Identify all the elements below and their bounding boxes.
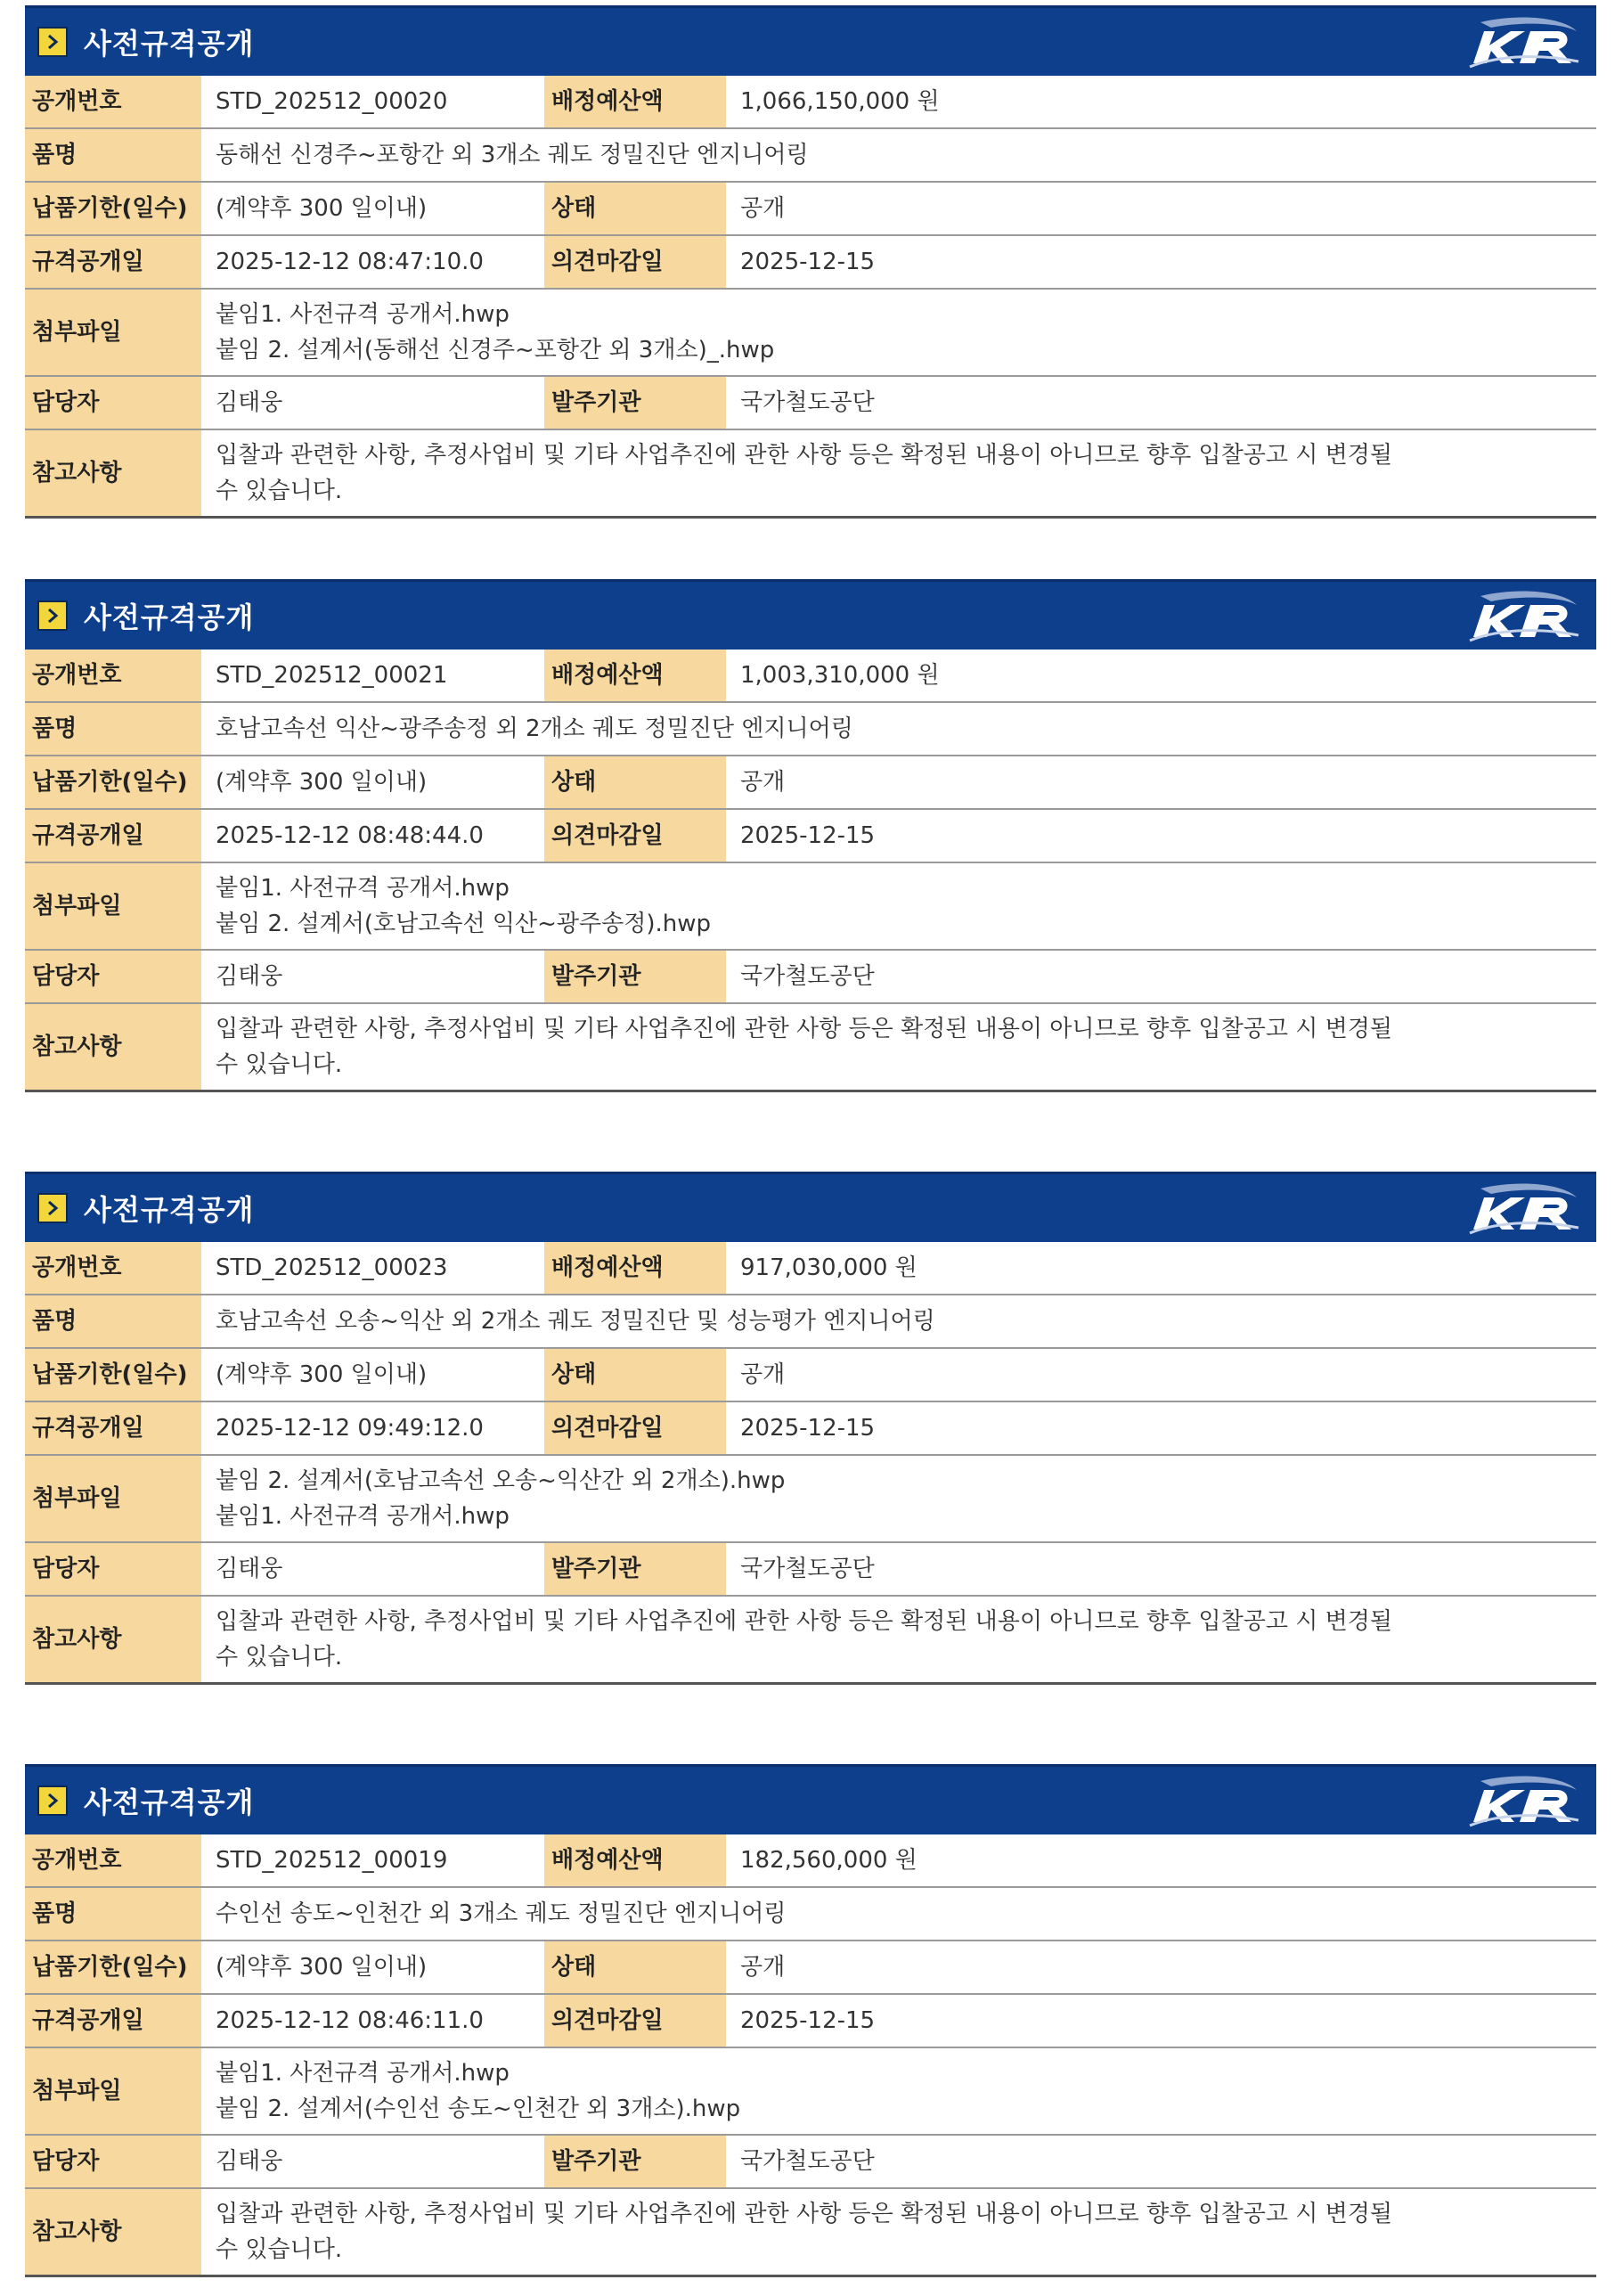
value-opinion-date: 2025-12-15 xyxy=(726,235,1596,289)
note-line: 입찰과 관련한 사항, 추정사업비 및 기타 사업추진에 관한 사항 등은 확정된 내용이 아니므로 향후 입찰공고 시 변경될 xyxy=(216,1016,1392,1042)
value-opinion-date: 2025-12-15 xyxy=(726,809,1596,862)
value-manager: 김태웅 xyxy=(201,1542,544,1596)
label-open-date: 규격공개일 xyxy=(25,235,201,289)
value-no: STD_202512_00020 xyxy=(201,76,544,128)
label-no: 공개번호 xyxy=(25,1834,201,1887)
attachment-link[interactable]: 붙임1. 사전규격 공개서.hwp xyxy=(216,2060,510,2087)
value-deadline: (계약후 300 일이내) xyxy=(201,1941,544,1994)
label-note: 참고사항 xyxy=(25,2188,201,2276)
value-status: 공개 xyxy=(726,182,1596,235)
label-agency: 발주기관 xyxy=(544,376,726,429)
note-line: 수 있습니다. xyxy=(216,478,343,504)
label-budget: 배정예산액 xyxy=(544,1834,726,1887)
card-title: 사전규격공개 xyxy=(84,1785,255,1819)
value-open-date: 2025-12-12 08:46:11.0 xyxy=(201,1994,544,2047)
value-budget: 917,030,000 원 xyxy=(726,1242,1596,1295)
value-agency: 국가철도공단 xyxy=(726,950,1596,1003)
note-line: 수 있습니다. xyxy=(216,1051,343,1078)
chevron-right-icon xyxy=(37,1193,68,1223)
label-budget: 배정예산액 xyxy=(544,1242,726,1295)
value-status: 공개 xyxy=(726,1941,1596,1994)
label-open-date: 규격공개일 xyxy=(25,1401,201,1455)
spec-card xyxy=(25,1172,1596,1685)
chevron-right-icon xyxy=(37,601,68,631)
label-manager: 담당자 xyxy=(25,2135,201,2188)
value-status: 공개 xyxy=(726,756,1596,809)
label-agency: 발주기관 xyxy=(544,950,726,1003)
label-opinion-date: 의견마감일 xyxy=(544,235,726,289)
note-line: 입찰과 관련한 사항, 추정사업비 및 기타 사업추진에 관한 사항 등은 확정된 내용이 아니므로 향후 입찰공고 시 변경될 xyxy=(216,442,1392,469)
value-budget: 182,560,000 원 xyxy=(726,1834,1596,1887)
card-header xyxy=(25,1172,1596,1242)
value-deadline: (계약후 300 일이내) xyxy=(201,756,544,809)
value-open-date: 2025-12-12 08:48:44.0 xyxy=(201,809,544,862)
spec-table xyxy=(25,76,1596,519)
spec-card xyxy=(25,1764,1596,2277)
label-deadline: 납품기한(일수) xyxy=(25,1348,201,1401)
label-budget: 배정예산액 xyxy=(544,76,726,128)
note-line: 입찰과 관련한 사항, 추정사업비 및 기타 사업추진에 관한 사항 등은 확정된 내용이 아니므로 향후 입찰공고 시 변경될 xyxy=(216,2201,1392,2227)
label-open-date: 규격공개일 xyxy=(25,809,201,862)
spec-table xyxy=(25,650,1596,1092)
card-header xyxy=(25,5,1596,76)
label-no: 공개번호 xyxy=(25,1242,201,1295)
label-attach: 첨부파일 xyxy=(25,289,201,376)
value-status: 공개 xyxy=(726,1348,1596,1401)
value-manager: 김태웅 xyxy=(201,2135,544,2188)
label-item: 품명 xyxy=(25,128,201,182)
note-line: 수 있습니다. xyxy=(216,1644,343,1671)
label-item: 품명 xyxy=(25,702,201,756)
kr-logo-icon xyxy=(1464,15,1580,69)
kr-logo-icon xyxy=(1464,589,1580,642)
value-agency: 국가철도공단 xyxy=(726,376,1596,429)
card-title: 사전규격공개 xyxy=(84,601,255,634)
attachment-list xyxy=(201,1455,1596,1542)
label-opinion-date: 의견마감일 xyxy=(544,809,726,862)
value-no: STD_202512_00019 xyxy=(201,1834,544,1887)
label-note: 참고사항 xyxy=(25,1596,201,1684)
attachment-link[interactable]: 붙임1. 사전규격 공개서.hwp xyxy=(216,1503,510,1530)
attachment-link[interactable]: 붙임 2. 설계서(호남고속선 오송~익산간 외 2개소).hwp xyxy=(216,1467,786,1494)
label-note: 참고사항 xyxy=(25,1003,201,1091)
card-header xyxy=(25,579,1596,650)
attachment-list xyxy=(201,289,1596,376)
label-status: 상태 xyxy=(544,1348,726,1401)
spec-table xyxy=(25,1834,1596,2277)
attachment-link[interactable]: 붙임1. 사전규격 공개서.hwp xyxy=(216,301,510,328)
label-note: 참고사항 xyxy=(25,429,201,518)
value-item: 수인선 송도~인천간 외 3개소 궤도 정밀진단 엔지니어링 xyxy=(201,1887,1596,1941)
label-item: 품명 xyxy=(25,1887,201,1941)
attachment-link[interactable]: 붙임1. 사전규격 공개서.hwp xyxy=(216,875,510,902)
label-attach: 첨부파일 xyxy=(25,862,201,950)
kr-logo-icon xyxy=(1464,1774,1580,1827)
chevron-right-icon xyxy=(37,1785,68,1816)
label-manager: 담당자 xyxy=(25,376,201,429)
value-no: STD_202512_00021 xyxy=(201,650,544,702)
value-no: STD_202512_00023 xyxy=(201,1242,544,1295)
card-title: 사전규격공개 xyxy=(84,1193,255,1227)
value-budget: 1,066,150,000 원 xyxy=(726,76,1596,128)
value-agency: 국가철도공단 xyxy=(726,1542,1596,1596)
value-opinion-date: 2025-12-15 xyxy=(726,1401,1596,1455)
label-status: 상태 xyxy=(544,756,726,809)
label-attach: 첨부파일 xyxy=(25,2047,201,2135)
value-item: 호남고속선 오송~익산 외 2개소 궤도 정밀진단 및 성능평가 엔지니어링 xyxy=(201,1295,1596,1348)
kr-logo-icon xyxy=(1464,1181,1580,1235)
card-title: 사전규격공개 xyxy=(84,27,255,61)
spec-table xyxy=(25,1242,1596,1685)
value-budget: 1,003,310,000 원 xyxy=(726,650,1596,702)
label-item: 품명 xyxy=(25,1295,201,1348)
card-header xyxy=(25,1764,1596,1834)
value-deadline: (계약후 300 일이내) xyxy=(201,182,544,235)
value-open-date: 2025-12-12 08:47:10.0 xyxy=(201,235,544,289)
label-no: 공개번호 xyxy=(25,76,201,128)
attachment-link[interactable]: 붙임 2. 설계서(수인선 송도~인천간 외 3개소).hwp xyxy=(216,2096,741,2122)
attachment-list xyxy=(201,2047,1596,2135)
label-opinion-date: 의견마감일 xyxy=(544,1401,726,1455)
spec-card xyxy=(25,5,1596,519)
value-note xyxy=(201,1003,1596,1091)
value-note xyxy=(201,1596,1596,1684)
value-open-date: 2025-12-12 09:49:12.0 xyxy=(201,1401,544,1455)
label-attach: 첨부파일 xyxy=(25,1455,201,1542)
spec-card xyxy=(25,579,1596,1092)
label-no: 공개번호 xyxy=(25,650,201,702)
value-manager: 김태웅 xyxy=(201,950,544,1003)
value-note xyxy=(201,429,1596,518)
label-status: 상태 xyxy=(544,182,726,235)
value-deadline: (계약후 300 일이내) xyxy=(201,1348,544,1401)
label-budget: 배정예산액 xyxy=(544,650,726,702)
attachment-list xyxy=(201,862,1596,950)
value-opinion-date: 2025-12-15 xyxy=(726,1994,1596,2047)
label-deadline: 납품기한(일수) xyxy=(25,1941,201,1994)
label-open-date: 규격공개일 xyxy=(25,1994,201,2047)
value-item: 호남고속선 익산~광주송정 외 2개소 궤도 정밀진단 엔지니어링 xyxy=(201,702,1596,756)
chevron-right-icon xyxy=(37,27,68,57)
note-line: 입찰과 관련한 사항, 추정사업비 및 기타 사업추진에 관한 사항 등은 확정된 내용이 아니므로 향후 입찰공고 시 변경될 xyxy=(216,1608,1392,1635)
attachment-link[interactable]: 붙임 2. 설계서(호남고속선 익산~광주송정).hwp xyxy=(216,911,712,937)
attachment-link[interactable]: 붙임 2. 설계서(동해선 신경주~포항간 외 3개소)_.hwp xyxy=(216,337,775,364)
label-agency: 발주기관 xyxy=(544,2135,726,2188)
label-status: 상태 xyxy=(544,1941,726,1994)
value-item: 동해선 신경주~포항간 외 3개소 궤도 정밀진단 엔지니어링 xyxy=(201,128,1596,182)
note-line: 수 있습니다. xyxy=(216,2236,343,2263)
value-agency: 국가철도공단 xyxy=(726,2135,1596,2188)
value-manager: 김태웅 xyxy=(201,376,544,429)
value-note xyxy=(201,2188,1596,2276)
label-agency: 발주기관 xyxy=(544,1542,726,1596)
label-deadline: 납품기한(일수) xyxy=(25,182,201,235)
label-deadline: 납품기한(일수) xyxy=(25,756,201,809)
label-manager: 담당자 xyxy=(25,950,201,1003)
label-manager: 담당자 xyxy=(25,1542,201,1596)
label-opinion-date: 의견마감일 xyxy=(544,1994,726,2047)
